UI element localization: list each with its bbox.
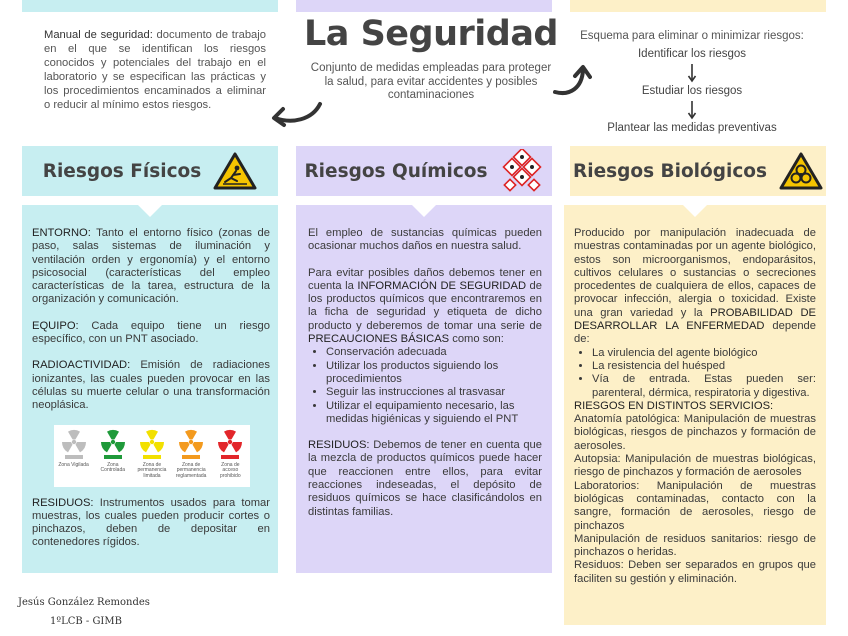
panel-riesgos-fisicos: [22, 205, 278, 573]
radiation-trefoil-icon: [176, 429, 206, 461]
intro-term: Manual de seguridad:: [44, 29, 153, 41]
curved-arrow-left-icon: [268, 100, 324, 130]
keyword-probabilidad: PROBABILIDAD DE DESARROLLAR LA ENFERMEDAD: [574, 306, 816, 333]
biologicos-paragraph: [574, 227, 816, 347]
list-item: • La virulencia del agente biológico: [592, 347, 816, 360]
scheme-step: Plantear las medidas preventivas: [607, 122, 777, 134]
servicio-item: Manipulación de residuos sanitarios: riesgo de pinchazos o heridas.: [574, 532, 816, 559]
radioactividad-paragraph: [32, 359, 270, 412]
equipo-text: Cada equipo tiene un riesgo específico, con un PNT asociado.: [32, 319, 270, 346]
radiation-zone-label: Zona de permanencia limitada: [137, 461, 167, 479]
para-text: depende de:: [574, 320, 816, 346]
scheme-step: Identificar los riesgos: [637, 48, 747, 60]
residuos-text: Instrumentos usados para tomar muestras, los cuales pueden producir cortes o pinchazos, deben de depositar en contenedores rígidos.: [32, 496, 270, 549]
radio-text: Emisión de radiaciones ionizantes, las cuales pueden provocar en las células su muerte celular o una transformación neoplásica.: [32, 359, 270, 412]
page-title: La Seguridad: [303, 14, 558, 54]
servicio-item: Residuos: Deben ser separados en grupos que faciliten su gestión y eliminación.: [574, 559, 816, 585]
list-item: • Utilizar el equipamiento necesario, las medidas higiénicas y siguiendo el PNT: [326, 400, 542, 427]
pointer-notch: [682, 204, 708, 217]
biohazard-icon: [779, 152, 823, 190]
header-riesgos-fisicos: [22, 146, 278, 196]
radiation-zone: [135, 429, 169, 480]
radiation-zones-legend: [54, 425, 250, 487]
para-text: Para evitar posibles daños debemos tener en cuenta la: [308, 266, 542, 292]
servicio-item: Autopsia: Manipulación de muestras biológicas, riesgo de pinchazos y formación de aerosoles: [574, 453, 816, 479]
section-title-fisicos: Riesgos Físicos: [42, 160, 202, 182]
radiation-trefoil-icon: [98, 429, 128, 461]
risk-scheme: [566, 30, 818, 136]
arrow-down-icon: [566, 62, 818, 84]
radiation-zone-label: Zona de permanencia reglamentada: [175, 461, 207, 479]
chemical-diamond-icon: [500, 149, 544, 193]
section-title-quimicos: Riesgos Químicos: [304, 160, 488, 182]
hazard-fall-icon: [213, 152, 257, 190]
section-title-biologicos: Riesgos Biológicos: [572, 160, 768, 182]
entorno-text: Tanto el entorno físico (zonas de paso, salas sistemas de iluminación y ventilación orden y ergonomía) y el entorno psicosocial (características del empleo características de la tarea, estructura de la organización y comunicación.: [32, 227, 270, 306]
list-item: • Utilizar los productos siguiendo los procedimientos: [326, 360, 542, 387]
list-item: • Seguir las instrucciones al trasvasar: [326, 386, 542, 399]
entorno-term: ENTORNO:: [32, 227, 91, 239]
para-text: Producido por manipulación inadecuada de muestras contaminadas por un agente biológico, estos son microorganismos, endoparásitos, cultivos celulares o sustancias o secreciones procedentes de cualquiera de ellos, capaces de provocar infección, alergia o toxicidad. Existe una gran variedad y la: [574, 227, 816, 319]
radiation-trefoil-icon: [59, 429, 89, 461]
radiation-zone: [57, 429, 91, 469]
servicios-title: RIESGOS EN DISTINTOS SERVICIOS:: [574, 399, 774, 412]
pointer-notch: [411, 204, 437, 217]
radiation-trefoil-icon: [215, 429, 245, 461]
quimicos-intro: El empleo de sustancias químicas pueden ocasionar muchos daños en nuestra salud.: [308, 227, 542, 253]
residuos-term: RESIDUOS:: [32, 496, 94, 509]
keyword-informacion: INFORMACIÓN DE SEGURIDAD: [357, 279, 527, 292]
list-item: • Vía de entrada. Estas pueden ser: parenteral, dérmica, respiratoria y digestiva.: [592, 373, 816, 400]
radiation-trefoil-icon: [137, 429, 167, 461]
residuos-quimicos-paragraph: [308, 439, 542, 519]
residuos-term: RESIDUOS:: [308, 439, 370, 452]
author-name: Jesús González Remondes: [18, 597, 150, 608]
radiation-zone: [174, 429, 208, 480]
keyword-precauciones: PRECAUCIONES BÁSICAS: [308, 333, 450, 346]
factores-list: [592, 347, 816, 400]
top-strip-cyan: [22, 0, 278, 12]
precauciones-list: [326, 346, 542, 426]
header-riesgos-quimicos: [296, 146, 552, 196]
quimicos-precauciones-paragraph: [308, 267, 542, 347]
residuos-fisicos-paragraph: [32, 497, 270, 550]
radiation-zone: [213, 429, 247, 480]
para-text: de los productos químicos que encontraremos en la ficha de seguridad y etiqueta de dicho producto y deberemos de tomar una serie de: [308, 279, 543, 332]
top-strip-lavender: [296, 0, 552, 12]
scheme-step: Estudiar los riesgos: [641, 85, 743, 97]
top-strip-cream: [570, 0, 826, 12]
curved-arrow-up-right-icon: [552, 62, 592, 102]
list-item: • Conservación adecuada: [326, 346, 542, 359]
scheme-title: Esquema para eliminar o minimizar riesgos:: [580, 30, 804, 42]
equipo-paragraph: [32, 320, 270, 347]
panel-riesgos-quimicos: [296, 205, 552, 573]
servicio-item: Laboratorios: Manipulación de muestras biológicas contaminadas, contacto con la sangre, formación de aerosoles, riesgo de pinchazos: [574, 479, 816, 532]
radio-term: RADIOACTIVIDAD:: [32, 359, 131, 372]
radiation-zone-label: Zona Vigilada: [58, 461, 89, 468]
course-label: 1ºLCB - GIMB: [50, 616, 122, 627]
radiation-zone-label: Zona de acceso prohibido: [220, 461, 241, 479]
residuos-text: Debemos de tener en cuenta que la mezcla de productos químicos puede hacer que reaccionen entre ellos, para evitar reacciones indeseadas, el depósito de residuos químicos se hace clasificándolos en distintas familias.: [308, 439, 542, 518]
servicio-item: Anatomía patológica: Manipulación de muestras biológicas, riesgos de pinchazos y formación de aerosoles.: [574, 413, 816, 452]
intro-text: documento de trabajo en el que se identifican los riesgos conocidos y potenciales del trabajo en el laboratorio y se especifican las prácticas y los procedimientos encaminados a eliminar o reducir al mínimo estos riesgos.: [44, 29, 266, 111]
radiation-zone: [96, 429, 130, 474]
panel-riesgos-biologicos: [564, 205, 826, 625]
pointer-notch: [137, 204, 163, 217]
intro-definition: [44, 28, 266, 112]
equipo-term: EQUIPO:: [32, 319, 79, 332]
radiation-zone-label: Zona Controlada: [100, 461, 126, 474]
header-riesgos-biologicos: [570, 146, 826, 196]
list-item: • La resistencia del huésped: [592, 360, 816, 373]
arrow-down-icon: [566, 99, 818, 121]
entorno-paragraph: [32, 227, 270, 307]
para-text: como son:: [449, 333, 504, 346]
page-subtitle: Conjunto de medidas empleadas para proteger la salud, para evitar accidentes y posibles contaminaciones: [310, 62, 552, 101]
